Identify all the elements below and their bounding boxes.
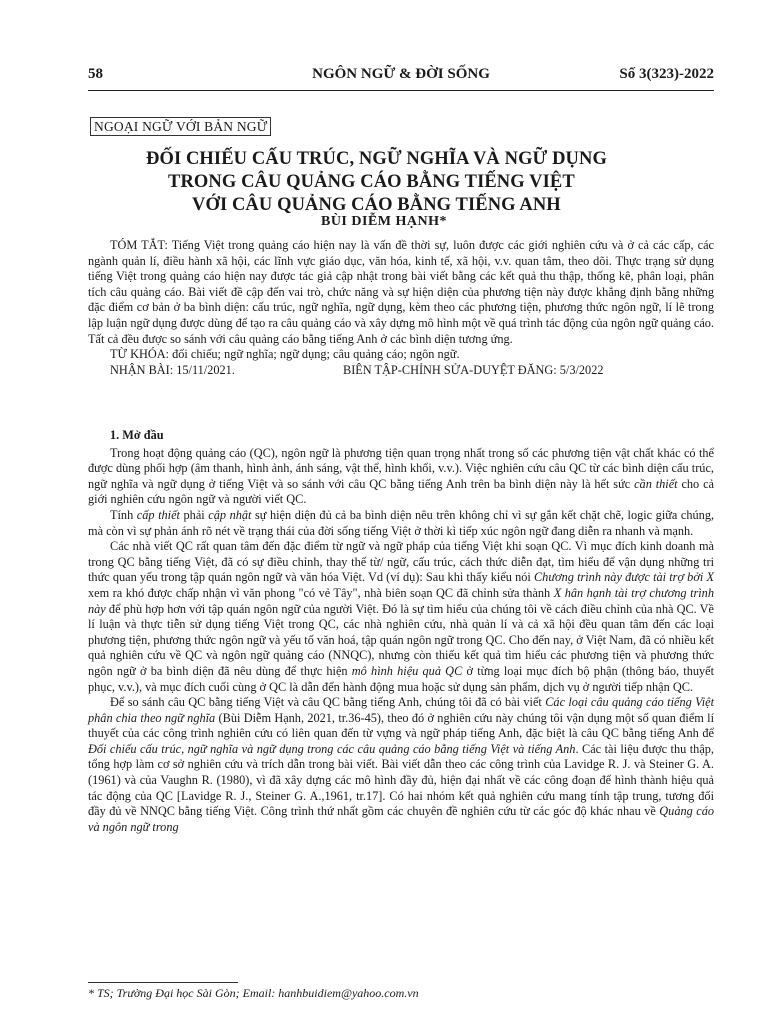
main-text: [88, 428, 714, 835]
title-line-1: ĐỐI CHIẾU CẤU TRÚC, NGỮ NGHĨA VÀ NGỮ DỤNG: [146, 149, 607, 169]
article-dates: [88, 363, 714, 379]
abstract-text: TÓM TẮT: Tiếng Việt trong quảng cáo hiện nay là vấn đề thời sự, luôn được các giới nghiên cứu và ở cả các cấp, các ngành quản lí, điều hành xã hội, các lĩnh vực giáo dục, văn hóa, kinh tế, xã hội, v.v. quan tâm, theo dõi. Thực trạng sử dụng tiếng Việt trong quảng cáo hiện nay được tác giả cập nhật trong bài viết bằng các kết quả thu thập, thống kê, phân loại, phân tích câu quảng cáo. Bài viết đề cập đến vai trò, chức năng và sự hiện diện của phương tiện này được khẳng định bằng những đặc điểm cơ bản ở ba bình diện: cấu trúc, ngữ nghĩa, ngữ dụng, kèm theo các phương tiện, phương thức ngôn ngữ, lí lẽ trong lập luận ngữ dụng được dùng để tạo ra câu quảng cáo và xây dựng mô hình một về quá trình tác động của ngôn ngữ quảng cáo. Tất cả đều được so sánh với câu quảng cáo bằng tiếng Anh ở các bình diện tương ứng.: [88, 238, 714, 346]
title-line-3: VỚI CÂU QUẢNG CÁO BẰNG TIẾNG ANH: [192, 195, 561, 215]
footnote-rule: [88, 982, 238, 983]
section-heading: 1. Mở đầu: [110, 428, 164, 442]
edited-date: BIÊN TẬP-CHỈNH SỬA-DUYỆT ĐĂNG: 5/3/2022: [343, 362, 604, 377]
section-label: NGOẠI NGỮ VỚI BẢN NGỮ: [90, 117, 271, 136]
footnote: * TS; Trường Đại học Sài Gòn; Email: hanhbuidiem@yahoo.com.vn: [88, 986, 419, 1000]
paragraph-1: Trong hoạt động quảng cáo (QC), ngôn ngữ là phương tiện quan trọng nhất trong số các phương tiện vật chất khác có thể được dùng phối hợp (âm thanh, hình ảnh, ánh sáng, vật thể, hình khối, v.v.). Việc nghiên cứu câu QC từ các bình diện cấu trúc, ngữ nghĩa và ngữ dụng ở tiếng Việt và so sánh với câu QC bằng tiếng Anh trên ba bình diện này là hết sức cần thiết cho cả giới nghiên cứu ngôn ngữ và người viết QC.: [88, 445, 714, 507]
abstract-block: [88, 238, 714, 379]
header-rule: [88, 90, 714, 91]
journal-name: NGÔN NGỮ & ĐỜI SỐNG: [312, 66, 490, 82]
keywords: TỪ KHÓA: đối chiếu; ngữ nghĩa; ngữ dụng; câu quảng cáo; ngôn ngữ.: [110, 347, 460, 362]
page-number: 58: [88, 66, 103, 82]
paragraph-2: Tính cấp thiết phải cập nhật sự hiện diện đủ cả ba bình diện nêu trên không chỉ vì sự gắn kết chặt chẽ, logic giữa chúng, mà còn vì sự phản ánh rõ nét về trạng thái của đời sống tiếng Việt ở thời kì tiếp xúc ngôn ngữ đang diễn ra nhanh và mạnh.: [88, 507, 715, 538]
author-name: BÙI DIỄM HẠNH*: [320, 214, 447, 229]
paragraph-3: Các nhà viết QC rất quan tâm đến đặc điểm từ ngữ và ngữ pháp của tiếng Việt khi soạn QC. Vì mục đích kinh doanh mà trong QC bằng tiếng Việt, đã có sự điều chỉnh, thay thế từ/ ngữ, cấu trúc, cách thức diễn đạt, tìm hiểu để vận dụng những tri thức quan yếu trong tập quán ngôn ngữ và văn hóa Việt. Vd (ví dụ): Sau khi thấy kiểu nói Chương trình này được tài trợ bởi X xem ra khó được chấp nhận vì văn phong "có vẻ Tây", nhà biên soạn QC đã chỉnh sửa thành X hân hạnh tài trợ chương trình này để phù hợp hơn với tập quán ngôn ngữ của người Việt. Đó là sự tìm hiểu của chúng tôi về cách điều chỉnh của nhà QC. Về lí luận và thực tiễn sử dụng tiếng Việt trong QC, các nhà nghiên cứu, nhà quản lí và cả xã hội đều quan tâm đến các loại phương tiện, phương thức ngôn ngữ và yếu tố văn hoá, tập quán ngôn ngữ trong QC. Cho đến nay, ở Việt Nam, đã có nhiều kết quả nghiên cứu về QC và ngôn ngữ quảng cáo (NNQC), nhưng còn thiếu kết quả tìm hiểu các phương tiện và phương thức ngôn ngữ ở ba bình diện đã nêu dùng để thực hiện mô hình hiệu quả QC ở từng loại mục đích bộ phận (thông báo, thuyết phục, v.v.), và mục đích cuối cùng ở QC là dẫn đến hành động mua hoặc sử dụng sản phẩm, dịch vụ ở người tiếp nhận QC.: [88, 539, 715, 694]
article-title: [88, 148, 714, 217]
received-date: NHẬN BÀI: 15/11/2021.: [110, 362, 235, 377]
issue-number: Số 3(323)-2022: [619, 66, 714, 82]
paragraph-4: Để so sánh câu QC bằng tiếng Việt và câu QC bằng tiếng Anh, chúng tôi đã có bài viết Các loại câu quảng cáo tiếng Việt phân chia theo ngữ nghĩa (Bùi Diễm Hạnh, 2021, tr.36-45), theo đó ở nghiên cứu này chúng tôi vận dụng một số quan điểm lí thuyết của các công trình nghiên cứu có liên quan đến từ vựng và ngữ pháp tiếng Anh, đặc biệt là câu QC bằng tiếng Anh để Đối chiếu cấu trúc, ngữ nghĩa và ngữ dụng trong các câu quảng cáo bằng tiếng Việt và tiếng Anh. Các tài liệu được thu thập, tổng hợp làm cơ sở nghiên cứu và trích dẫn trong bài viết. Bài viết dẫn theo các công trình của Lavidge R. J. và Steiner G. A. (1961) và của Vaughn R. (1980), vì đã xây dựng các mô hình đầy đủ, hiện đại nhất về các công đoạn để hình thành hiệu quả tác động của QC [Lavidge R. J., Steiner G. A.,1961, tr.17]. Có hai nhóm kết quả nghiên cứu mang tính tập trung, tương đối đầy đủ về NNQC bằng tiếng Việt. Công trình thứ nhất gồm các chuyên đề nghiên cứu từ các góc độ khác nhau về Quảng cáo và ngôn ngữ trong: [88, 695, 715, 834]
title-line-2: TRONG CÂU QUẢNG CÁO BẰNG TIẾNG VIỆT: [168, 172, 575, 192]
running-header: [88, 66, 714, 88]
